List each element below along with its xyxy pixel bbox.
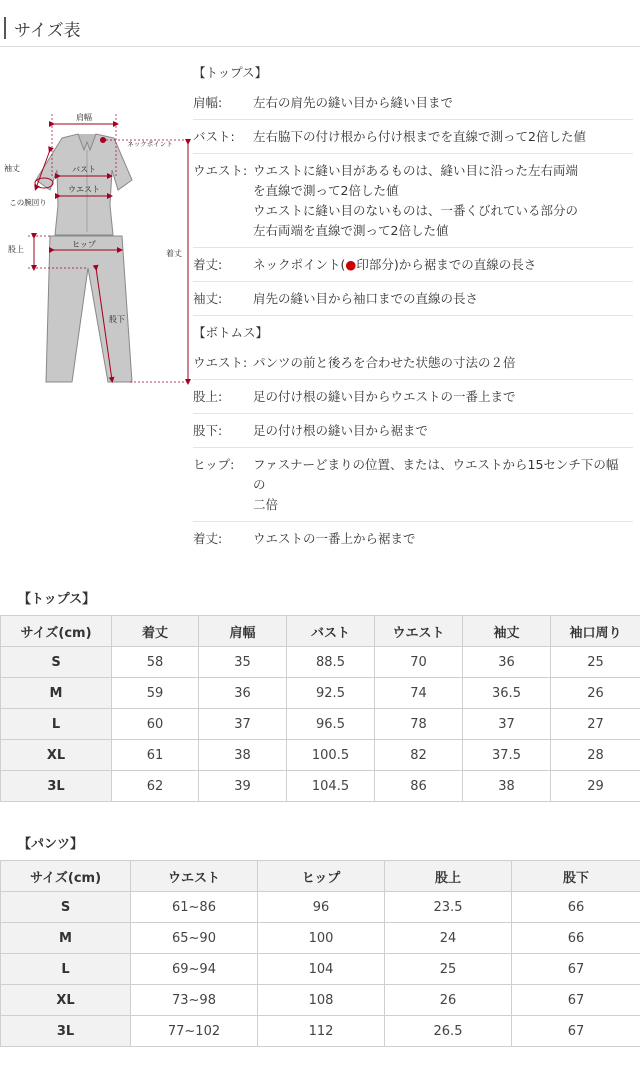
pants-shape xyxy=(46,236,132,382)
col-header: 袖口周り xyxy=(551,616,640,647)
def-desc: 足の付け根の縫い目からウエストの一番上まで xyxy=(253,389,516,404)
measurement-definitions xyxy=(193,64,633,555)
table-cell: 70 xyxy=(375,647,463,678)
table-cell: 108 xyxy=(258,985,385,1016)
table-cell: 35 xyxy=(199,647,287,678)
size-cell: XL xyxy=(1,740,112,771)
def-term: 股上: xyxy=(193,389,223,404)
def-row xyxy=(193,120,633,154)
table-header-row xyxy=(1,861,640,892)
table-cell: 28 xyxy=(551,740,640,771)
table-row xyxy=(1,771,640,802)
table-cell: 29 xyxy=(551,771,640,802)
def-row xyxy=(193,448,633,522)
table-cell: 59 xyxy=(112,678,199,709)
table-cell: 39 xyxy=(199,771,287,802)
pants-size-table xyxy=(0,860,640,1047)
label-kitake: 着丈 xyxy=(166,249,182,258)
table-cell: 66 xyxy=(512,923,640,954)
col-header: 股下 xyxy=(512,861,640,892)
size-cell: XL xyxy=(1,985,131,1016)
table-cell: 73~98 xyxy=(131,985,258,1016)
def-line: ファスナーどまりの位置、または、ウエストから15センチ下の幅の xyxy=(253,457,619,492)
size-cell: 3L xyxy=(1,771,112,802)
def-desc: 足の付け根の縫い目から裾まで xyxy=(253,423,429,438)
col-header: ウエスト xyxy=(375,616,463,647)
table-cell: 38 xyxy=(199,740,287,771)
table-cell: 86 xyxy=(375,771,463,802)
tops-table-title: 【トップス】 xyxy=(18,592,96,607)
table-cell: 36.5 xyxy=(463,678,551,709)
table-cell: 37 xyxy=(463,709,551,740)
header-divider xyxy=(0,46,640,47)
table-cell: 26 xyxy=(385,985,512,1016)
table-cell: 36 xyxy=(199,678,287,709)
table-row xyxy=(1,1016,640,1047)
table-cell: 61~86 xyxy=(131,892,258,923)
label-matashita: 股下 xyxy=(109,315,125,324)
page-header xyxy=(0,0,640,52)
def-row xyxy=(193,522,633,555)
col-header: サイズ(cm) xyxy=(1,616,112,647)
def-row xyxy=(193,414,633,448)
table-cell: 37 xyxy=(199,709,287,740)
table-cell: 24 xyxy=(385,923,512,954)
def-term: ヒップ: xyxy=(193,457,235,472)
def-term: 袖丈: xyxy=(193,291,223,306)
def-desc: 左右の肩先の縫い目から縫い目まで xyxy=(253,95,454,110)
def-line: を直線で測って2倍した値 xyxy=(253,183,399,198)
table-cell: 112 xyxy=(258,1016,385,1047)
label-matagami: 股上 xyxy=(8,245,24,254)
table-cell: 88.5 xyxy=(287,647,375,678)
table-row xyxy=(1,923,640,954)
table-cell: 67 xyxy=(512,954,640,985)
def-desc xyxy=(253,161,633,241)
table-row xyxy=(1,647,640,678)
label-katahaba: 肩幅 xyxy=(76,113,92,122)
table-cell: 78 xyxy=(375,709,463,740)
label-bust: バスト xyxy=(72,165,96,174)
size-cell: M xyxy=(1,923,131,954)
col-header: 着丈 xyxy=(112,616,199,647)
table-row xyxy=(1,709,640,740)
size-cell: 3L xyxy=(1,1016,131,1047)
table-header-row xyxy=(1,616,640,647)
size-cell: L xyxy=(1,954,131,985)
def-text: ネックポイント( xyxy=(253,257,346,272)
table-cell: 60 xyxy=(112,709,199,740)
def-desc xyxy=(253,255,633,275)
def-desc: パンツの前と後ろを合わせた状態の寸法の２倍 xyxy=(253,355,516,370)
table-cell: 27 xyxy=(551,709,640,740)
def-row xyxy=(193,248,633,282)
def-term: 肩幅: xyxy=(193,95,223,110)
table-cell: 66 xyxy=(512,892,640,923)
table-cell: 96.5 xyxy=(287,709,375,740)
table-cell: 82 xyxy=(375,740,463,771)
col-header: 肩幅 xyxy=(199,616,287,647)
def-term: ウエスト: xyxy=(193,163,248,178)
table-cell: 67 xyxy=(512,985,640,1016)
table-cell: 26 xyxy=(551,678,640,709)
table-row xyxy=(1,740,640,771)
tops-size-table xyxy=(0,615,640,802)
table-row xyxy=(1,892,640,923)
def-term: バスト: xyxy=(193,129,235,144)
table-cell: 65~90 xyxy=(131,923,258,954)
def-desc xyxy=(253,455,633,515)
neck-point-marker: ● xyxy=(345,257,357,272)
pants-table-title: 【パンツ】 xyxy=(18,837,84,852)
table-cell: 61 xyxy=(112,740,199,771)
page-title: サイズ表 xyxy=(14,21,81,41)
table-cell: 96 xyxy=(258,892,385,923)
def-desc: 肩先の縫い目から袖口までの直線の長さ xyxy=(253,291,479,306)
def-line: ウエストに縫い目があるものは、縫い目に沿った左右両端 xyxy=(253,163,579,178)
table-cell: 36 xyxy=(463,647,551,678)
title-bar-accent xyxy=(4,17,6,39)
col-header: バスト xyxy=(287,616,375,647)
tops-heading: 【トップス】 xyxy=(193,65,268,80)
col-header: 袖丈 xyxy=(463,616,551,647)
table-row xyxy=(1,985,640,1016)
table-cell: 69~94 xyxy=(131,954,258,985)
table-cell: 77~102 xyxy=(131,1016,258,1047)
def-desc: 左右脇下の付け根から付け根までを直線で測って2倍した値 xyxy=(253,129,586,144)
def-desc: ウエストの一番上から裾まで xyxy=(253,531,416,546)
table-cell: 104.5 xyxy=(287,771,375,802)
bottoms-heading: 【ボトムス】 xyxy=(193,325,269,340)
def-line: 二倍 xyxy=(253,497,279,512)
def-row xyxy=(193,154,633,248)
def-term: ウエスト: xyxy=(193,355,248,370)
def-line: 左右両端を直線で測って2倍した値 xyxy=(253,223,449,238)
def-term: 着丈: xyxy=(193,531,223,546)
def-row xyxy=(193,282,633,316)
label-sodetake: 袖丈 xyxy=(4,164,20,173)
table-cell: 23.5 xyxy=(385,892,512,923)
table-cell: 74 xyxy=(375,678,463,709)
def-line: ウエストに縫い目のないものは、一番くびれている部分の xyxy=(253,203,579,218)
label-arm-circ: この腕回り xyxy=(9,198,47,207)
col-header: サイズ(cm) xyxy=(1,861,131,892)
table-cell: 92.5 xyxy=(287,678,375,709)
table-row xyxy=(1,678,640,709)
table-cell: 58 xyxy=(112,647,199,678)
label-hip: ヒップ xyxy=(72,240,96,249)
neck-point-dot xyxy=(100,137,106,143)
col-header: ウエスト xyxy=(131,861,258,892)
def-term: 着丈: xyxy=(193,257,223,272)
table-cell: 25 xyxy=(385,954,512,985)
size-cell: S xyxy=(1,647,112,678)
size-cell: L xyxy=(1,709,112,740)
col-header: 股上 xyxy=(385,861,512,892)
table-cell: 25 xyxy=(551,647,640,678)
size-cell: M xyxy=(1,678,112,709)
def-row xyxy=(193,86,633,120)
table-cell: 104 xyxy=(258,954,385,985)
table-cell: 38 xyxy=(463,771,551,802)
def-text: 印部分)から裾までの直線の長さ xyxy=(356,257,537,272)
size-cell: S xyxy=(1,892,131,923)
label-neck-point: ネックポイント xyxy=(127,140,173,148)
table-cell: 67 xyxy=(512,1016,640,1047)
def-row xyxy=(193,380,633,414)
table-row xyxy=(1,954,640,985)
label-waist: ウエスト xyxy=(68,185,100,194)
table-cell: 62 xyxy=(112,771,199,802)
col-header: ヒップ xyxy=(258,861,385,892)
table-cell: 100.5 xyxy=(287,740,375,771)
table-cell: 26.5 xyxy=(385,1016,512,1047)
def-row xyxy=(193,346,633,380)
def-term: 股下: xyxy=(193,423,223,438)
measurement-diagram xyxy=(0,100,200,395)
table-cell: 37.5 xyxy=(463,740,551,771)
table-cell: 100 xyxy=(258,923,385,954)
